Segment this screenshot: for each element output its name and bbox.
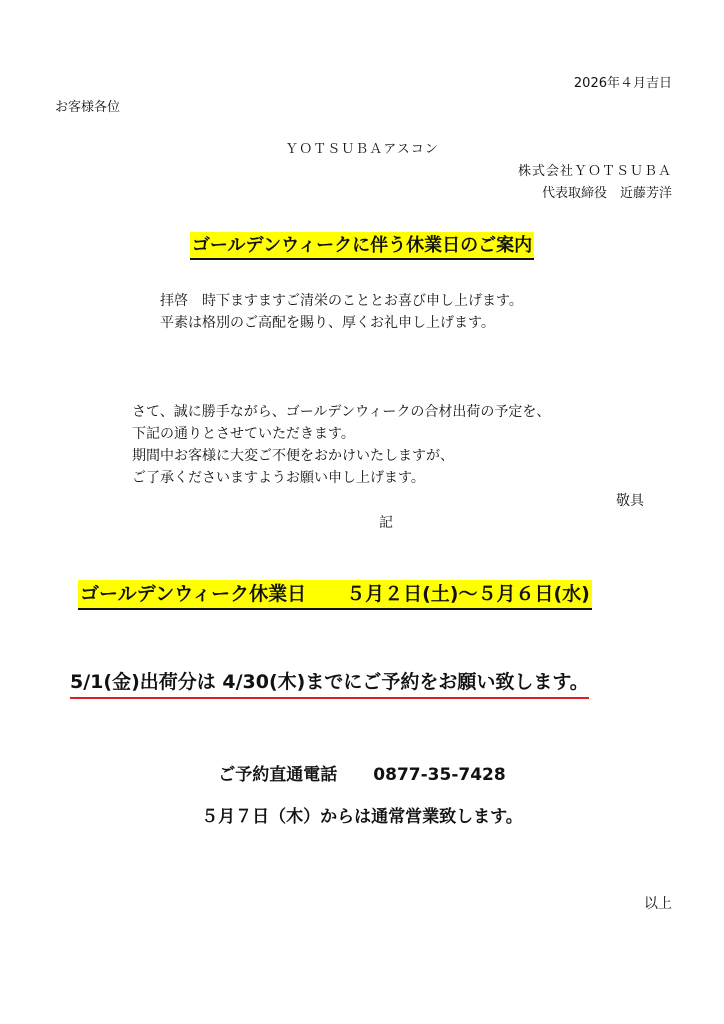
phone-number: 0877-35-7428 (373, 765, 506, 785)
phone-label: ご予約直通電話 (218, 765, 338, 785)
greeting-line: 拝啓 時下ますますご清栄のこととお喜び申し上げます。 (160, 293, 523, 309)
holiday-banner (78, 580, 592, 610)
body-paragraph (132, 401, 550, 489)
body-line: 下記の通りとさせていただきます。 (132, 426, 355, 442)
document-date: 2026年４月吉日 (573, 76, 672, 91)
holiday-dates: ５月２日(土)～５月６日(水) (346, 583, 590, 605)
sender-company: 株式会社ＹＯＴＳＵＢＡ (517, 164, 672, 179)
holiday-block (78, 580, 592, 610)
document-title: ゴールデンウィークに伴う休業日のご案内 (190, 232, 534, 260)
closing-word: 以上 (644, 896, 672, 912)
phone-line (0, 760, 724, 785)
body-line: さて、誠に勝手ながら、ゴールデンウィークの合材出荷の予定を、 (132, 404, 551, 420)
resume-notice: ５月７日（木）からは通常営業致します。 (201, 807, 523, 827)
body-line: 期間中お客様に大変ご不便をおかけいたしますが、 (132, 448, 454, 464)
holiday-label: ゴールデンウィーク休業日 (80, 583, 307, 605)
sender-department: ＹＯＴＳＵＢＡアスコン (285, 142, 439, 157)
body-line: ご了承くださいますようお願い申し上げます。 (132, 470, 425, 486)
greeting-line: 平素は格別のご高配を賜り、厚くお礼申し上げます。 (160, 315, 495, 331)
notice-block (70, 670, 589, 699)
sender-representative: 代表取締役 近藤芳洋 (541, 186, 672, 201)
title-block (0, 232, 724, 260)
addressee: お客様各位 (55, 100, 121, 115)
reservation-notice: 5/1(金)出荷分は 4/30(木)までにご予約をお願い致します。 (70, 670, 589, 699)
greeting-paragraph (160, 290, 523, 334)
keigu-closing: 敬具 (616, 493, 644, 509)
ki-marker: 記 (379, 515, 393, 531)
